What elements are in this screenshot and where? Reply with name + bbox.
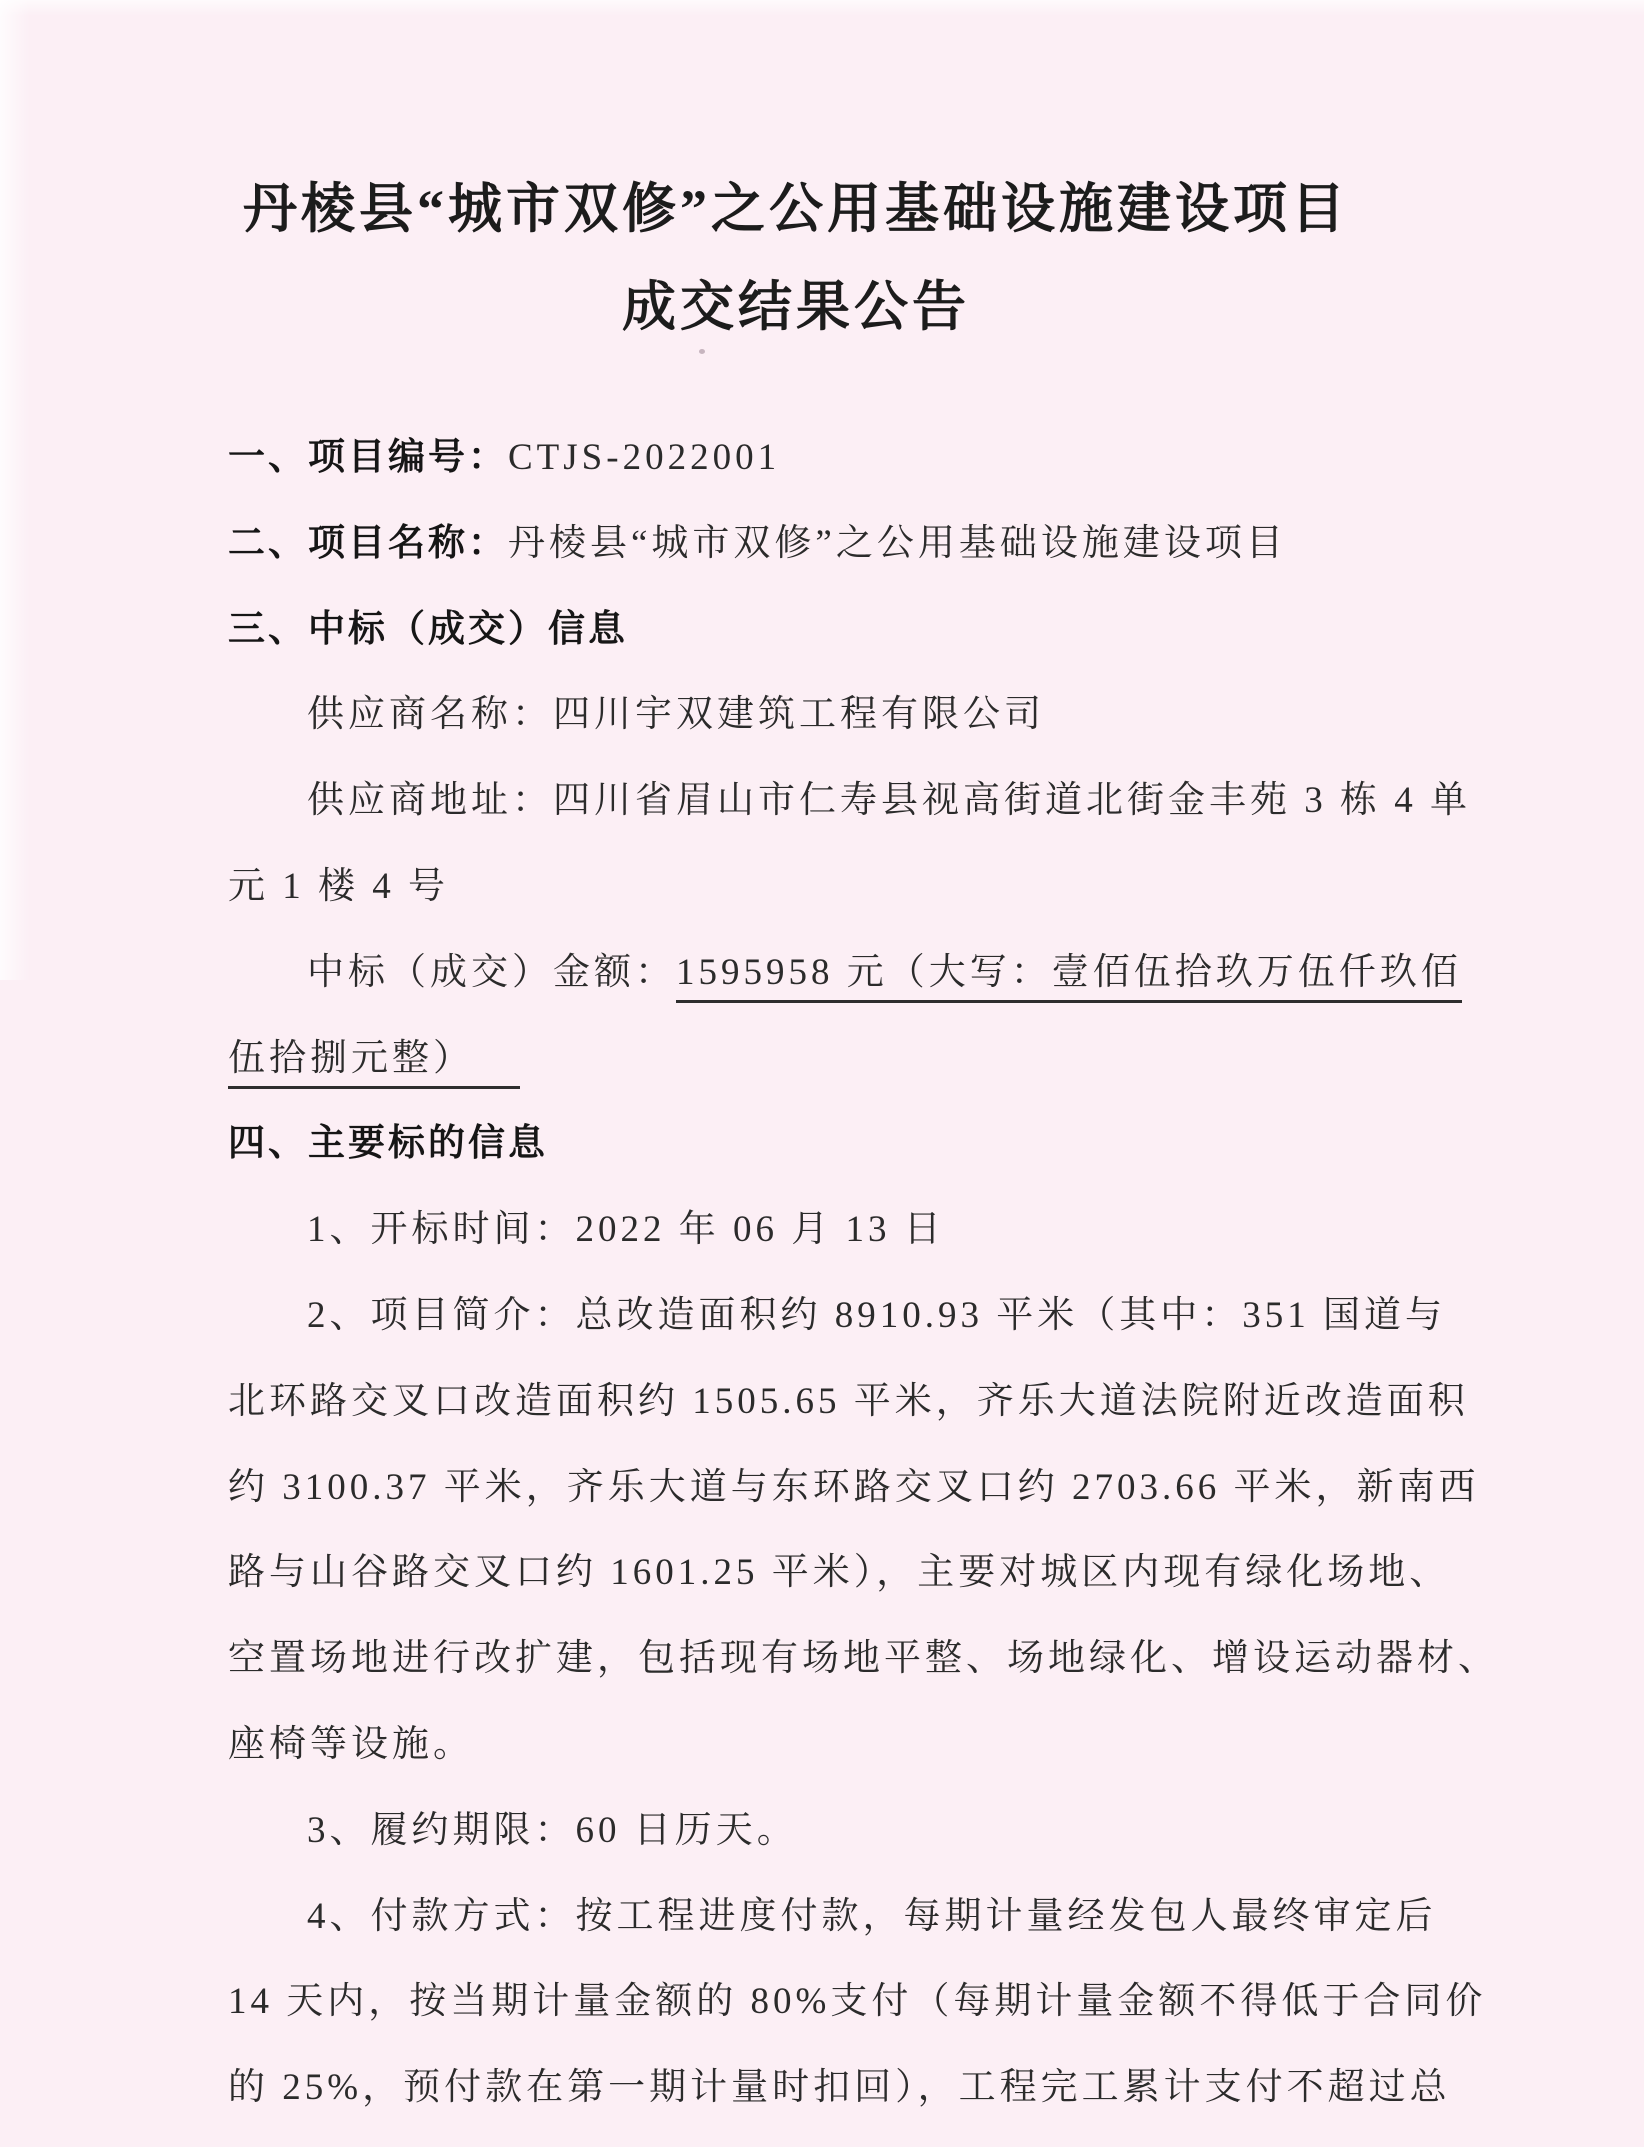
line-supplier-name (228, 671, 1498, 757)
line-project-intro-3 (228, 1444, 1498, 1530)
line-project-intro-2 (228, 1358, 1498, 1444)
line-text: 元 1 楼 4 号 (228, 865, 449, 907)
document-title-line-1: 丹棱县“城市双修”之公用基础设施建设项目 (243, 179, 1349, 239)
line-underlined-text: 伍拾捌元整） (228, 1038, 520, 1089)
line-text: 4、付款方式：按工程进度付款，每期计量经发包人最终审定后 (307, 1895, 1437, 1937)
document-body (228, 414, 1498, 2130)
line-text: CTJS-2022001 (508, 437, 781, 478)
line-underlined-text: 1595958 元（大写：壹佰伍拾玖万伍仟玖佰 (676, 952, 1462, 1003)
line-text: 丹棱县“城市双修”之公用基础设施建设项目 (508, 522, 1287, 564)
document-title (0, 160, 1618, 356)
line-text: 约 3100.37 平米，齐乐大道与东环路交叉口约 2703.66 平米，新南西 (228, 1466, 1480, 1508)
line-main-subject-heading (228, 1100, 1498, 1186)
scan-edge-top (0, 0, 1644, 16)
line-project-number (228, 414, 1498, 500)
section-heading-label: 一、项目编号： (228, 436, 508, 477)
line-text: 供应商地址：四川省眉山市仁寿县视高街道北街金丰苑 3 栋 4 单 (307, 780, 1471, 822)
line-award-info-heading (228, 586, 1498, 672)
line-text: 路与山谷路交叉口约 1601.25 平米），主要对城区内现有绿化场地、 (228, 1552, 1451, 1594)
line-text: 的 25%，预付款在第一期计量时扣回），工程完工累计支付不超过总 (228, 2067, 1451, 2109)
line-text: 北环路交叉口改造面积约 1505.65 平米，齐乐大道法院附近改造面积 (228, 1380, 1469, 1422)
line-award-amount-1 (228, 929, 1498, 1015)
scan-edge-left (0, 0, 30, 980)
line-text: 14 天内，按当期计量金额的 80%支付（每期计量金额不得低于合同价 (228, 1981, 1487, 2023)
line-award-amount-2 (228, 1015, 1498, 1101)
line-payment-method-3 (228, 2044, 1498, 2130)
line-text: 座椅等设施。 (228, 1723, 474, 1765)
line-project-intro-5 (228, 1615, 1498, 1701)
line-project-name (228, 500, 1498, 586)
line-performance-period (228, 1787, 1498, 1873)
line-text: 1、开标时间：2022 年 06 月 13 日 (307, 1209, 945, 1251)
line-project-intro-1 (228, 1272, 1498, 1358)
line-payment-method-1 (228, 1873, 1498, 1959)
section-heading-label: 二、项目名称： (228, 521, 508, 563)
section-heading-label: 三、中标（成交）信息 (228, 607, 628, 649)
line-bid-opening-time (228, 1186, 1498, 1272)
line-text: 2、项目简介：总改造面积约 8910.93 平米（其中：351 国道与 (307, 1294, 1446, 1336)
line-text: 空置场地进行改扩建，包括现有场地平整、场地绿化、增设运动器材、 (228, 1638, 1499, 1680)
document-title-line-2: 成交结果公告 (622, 277, 970, 337)
line-payment-method-2 (228, 1958, 1498, 2044)
line-text: 供应商名称：四川宇双建筑工程有限公司 (307, 694, 1045, 736)
line-supplier-address-2 (228, 843, 1498, 929)
line-supplier-address-1 (228, 757, 1498, 843)
section-heading-label: 四、主要标的信息 (228, 1122, 548, 1164)
line-text: 中标（成交）金额： (307, 951, 676, 993)
line-text: 3、履约期限：60 日历天。 (307, 1809, 798, 1851)
line-project-intro-6 (228, 1701, 1498, 1787)
line-project-intro-4 (228, 1529, 1498, 1615)
